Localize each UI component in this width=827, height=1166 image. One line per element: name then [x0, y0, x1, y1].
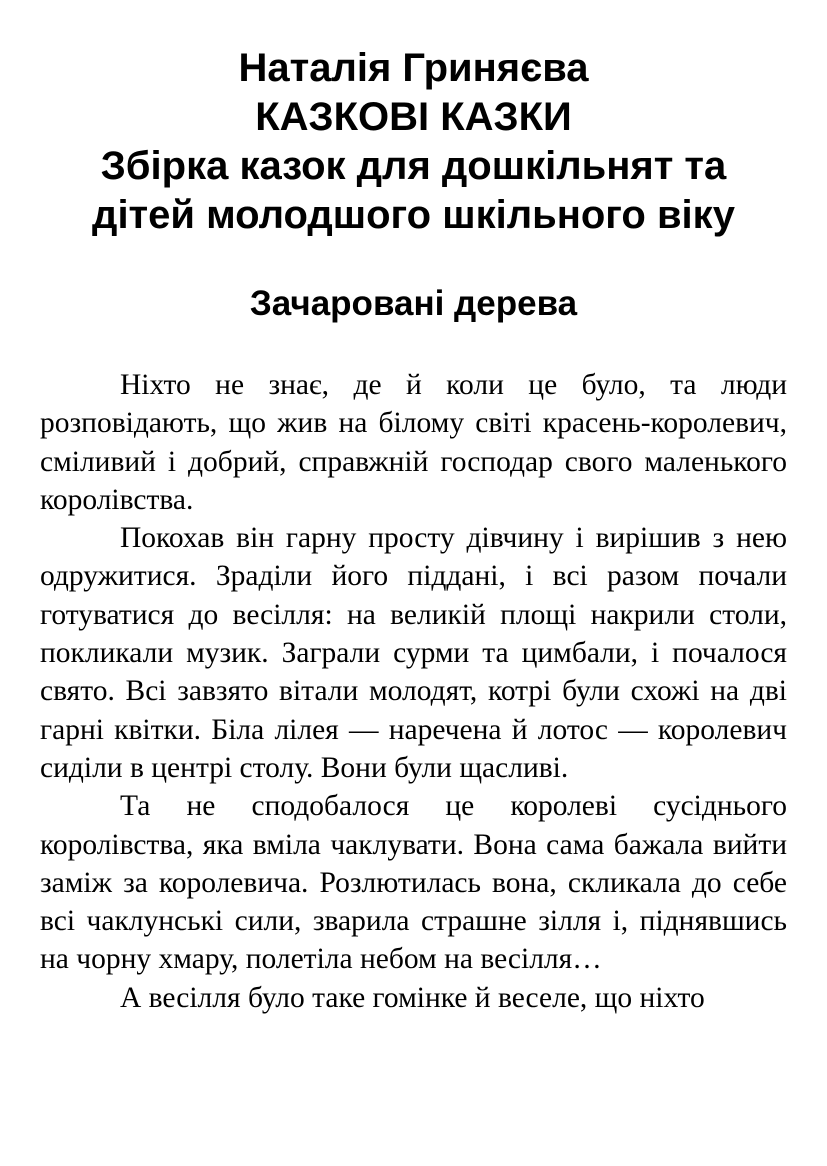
book-subtitle-line-1: Збірка казок для дошкільнят та	[100, 144, 727, 188]
book-subtitle-line-2: дітей молодшого шкільного віку	[92, 193, 735, 237]
story-body	[40, 366, 787, 1017]
story-title: Зачаровані дерева	[249, 284, 578, 323]
paragraph: Та не сподобалося це королеві сусіднього королівства, яка вміла чаклувати. Вона сама бажала вийти заміж за королевича. Розлютилась вона, скликала до себе всі чаклунські сили, зварила страшне зілля і, піднявшись на чорну хмару, полетіла небом на весілля…	[40, 790, 787, 976]
book-title: КАЗКОВІ КАЗКИ	[255, 95, 572, 139]
author-name: Наталія Гриняєва	[238, 46, 589, 90]
book-header	[20, 44, 807, 240]
paragraph: Покохав він гарну просту дівчину і вирішив з нею одружитися. Зраділи його піддані, і всі разом почали готуватися до весілля: на великій площі накрили столи, покликали музик. Заграли сурми та цимбали, і почалося свято. Всі завзято вітали молодят, котрі були схожі на дві гарні квітки. Біла лілея — наречена й лотос — королевич сиділи в центрі столу. Вони були щасливі.	[40, 522, 787, 784]
paragraph: Ніхто не знає, де й коли це було, та люди розповідають, що жив на білому світі красень-королевич, сміливий і добрий, справжній господар свого маленького королівства.	[40, 369, 787, 516]
paragraph: А весілля було таке гомінке й веселе, що ніхто	[120, 981, 705, 1014]
